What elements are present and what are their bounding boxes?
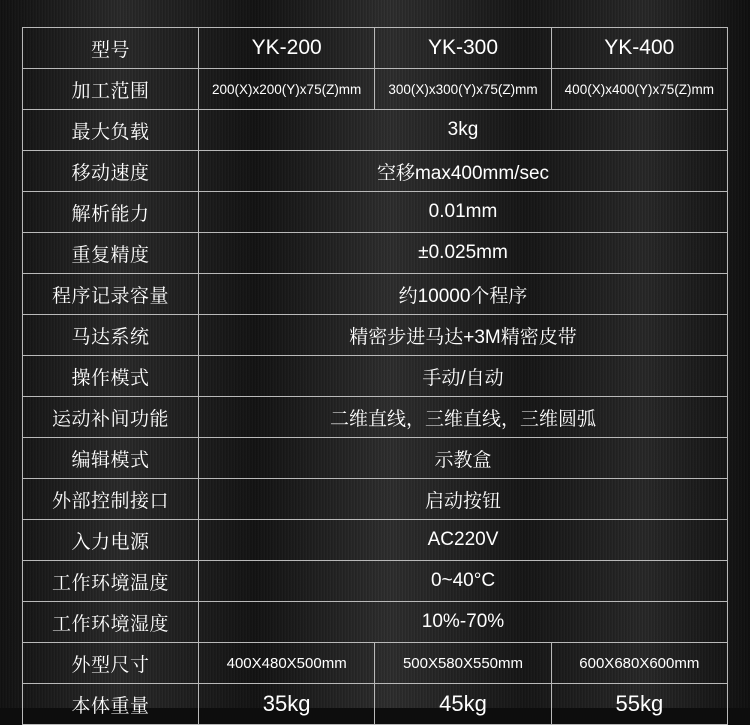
row-value-col3: 400(X)x400(Y)x75(Z)mm (551, 69, 727, 110)
row-label: 工作环境湿度 (23, 602, 199, 643)
row-value-merged: ±0.025mm (199, 233, 728, 274)
row-label: 解析能力 (23, 192, 199, 233)
table-row (23, 684, 728, 725)
table-row (23, 520, 728, 561)
row-label: 工作环境温度 (23, 561, 199, 602)
table-header-row (23, 28, 728, 69)
header-model-yk200: YK-200 (199, 28, 375, 69)
row-label: 最大负载 (23, 110, 199, 151)
table-row (23, 274, 728, 315)
row-label: 马达系统 (23, 315, 199, 356)
specification-table (22, 27, 728, 725)
row-value-merged: 精密步进马达+3M精密皮带 (199, 315, 728, 356)
table-body (23, 28, 728, 725)
row-label: 操作模式 (23, 356, 199, 397)
row-value-merged: 约10000个程序 (199, 274, 728, 315)
row-value-merged: 启动按钮 (199, 479, 728, 520)
row-label: 重复精度 (23, 233, 199, 274)
table-row (23, 69, 728, 110)
table-row (23, 438, 728, 479)
row-label: 运动补间功能 (23, 397, 199, 438)
row-value-col2: 45kg (375, 684, 551, 725)
row-label: 移动速度 (23, 151, 199, 192)
table-row (23, 233, 728, 274)
row-label: 入力电源 (23, 520, 199, 561)
row-value-col1: 200(X)x200(Y)x75(Z)mm (199, 69, 375, 110)
row-value-merged: 3kg (199, 110, 728, 151)
row-value-merged: 0~40°C (199, 561, 728, 602)
row-value-col2: 500X580X550mm (375, 643, 551, 684)
table-row (23, 110, 728, 151)
row-value-merged: 手动/自动 (199, 356, 728, 397)
table-row (23, 561, 728, 602)
row-value-merged: 0.01mm (199, 192, 728, 233)
table-row (23, 397, 728, 438)
table-row (23, 192, 728, 233)
row-value-merged: 二维直线，三维直线，三维圆弧 (199, 397, 728, 438)
table-row (23, 315, 728, 356)
row-label: 程序记录容量 (23, 274, 199, 315)
row-label: 外型尺寸 (23, 643, 199, 684)
row-value-col3: 600X680X600mm (551, 643, 727, 684)
row-value-col2: 300(X)x300(Y)x75(Z)mm (375, 69, 551, 110)
row-label: 本体重量 (23, 684, 199, 725)
table-row (23, 356, 728, 397)
header-model-yk300: YK-300 (375, 28, 551, 69)
row-label: 外部控制接口 (23, 479, 199, 520)
row-value-merged: 示教盒 (199, 438, 728, 479)
row-label: 编辑模式 (23, 438, 199, 479)
header-label-cell: 型号 (23, 28, 199, 69)
table-row (23, 479, 728, 520)
table-row (23, 643, 728, 684)
row-label: 加工范围 (23, 69, 199, 110)
row-value-col1: 35kg (199, 684, 375, 725)
row-value-merged: AC220V (199, 520, 728, 561)
header-model-yk400: YK-400 (551, 28, 727, 69)
row-value-col3: 55kg (551, 684, 727, 725)
row-value-merged: 空移max400mm/sec (199, 151, 728, 192)
row-value-merged: 10%-70% (199, 602, 728, 643)
row-value-col1: 400X480X500mm (199, 643, 375, 684)
table-row (23, 602, 728, 643)
table-row (23, 151, 728, 192)
